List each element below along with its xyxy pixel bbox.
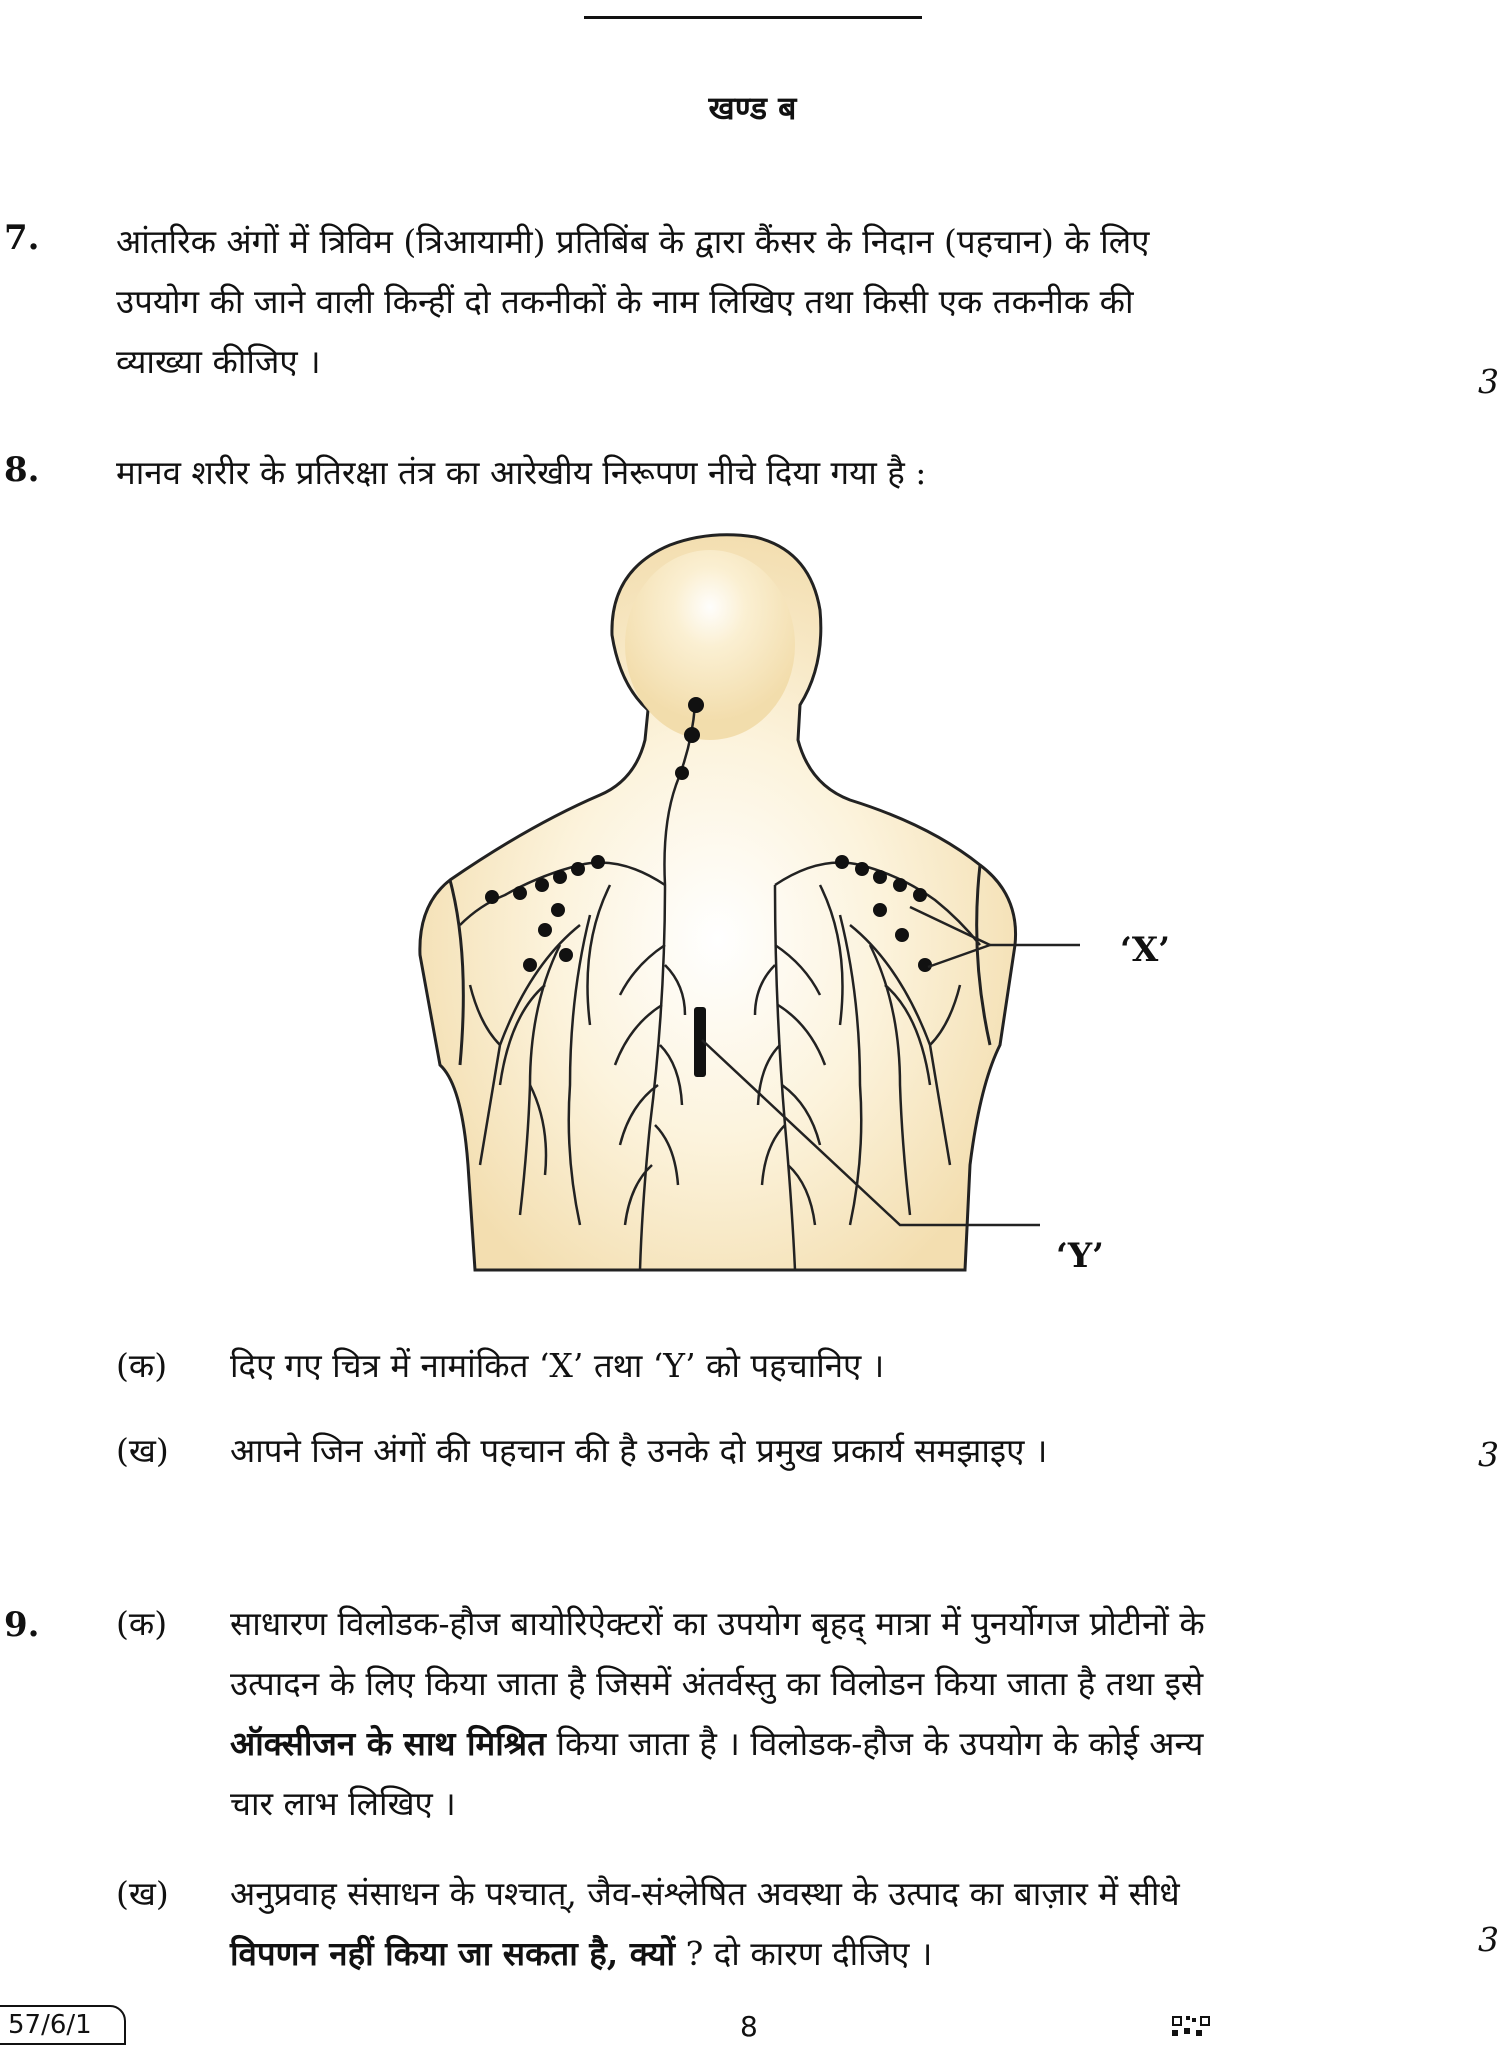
head-highlight <box>625 550 795 740</box>
top-rule <box>584 16 922 19</box>
question-9a-line-rest: किया जाता है । विलोडक-हौज के उपयोग के कोई अन्य <box>545 1724 1204 1763</box>
qr-code-icon <box>1172 2016 1212 2036</box>
question-8-number: 8. <box>4 450 40 490</box>
question-9b-emphasis: विपणन नहीं किया जा सकता है, क्यों <box>230 1934 676 1973</box>
question-9a-text <box>230 1594 1408 1834</box>
diagram-label-x: ‘X’ <box>1120 930 1171 970</box>
question-8a-label: (क) <box>116 1346 168 1385</box>
question-9-number: 9. <box>4 1605 40 1645</box>
question-8-intro: मानव शरीर के प्रतिरक्षा तंत्र का आरेखीय निरूपण नीचे दिया गया है : <box>116 453 927 492</box>
lymphatic-system-diagram <box>380 525 1200 1285</box>
question-9a-label: (क) <box>116 1604 168 1643</box>
section-title: खण्ड ब <box>708 89 797 127</box>
question-9a-line: उत्पादन के लिए किया जाता है जिसमें अंतर्वस्तु का विलोडन किया जाता है तथा इसे <box>230 1664 1204 1703</box>
question-9b-line <box>230 1924 1408 1984</box>
question-7-line: व्याख्या कीजिए । <box>116 342 321 381</box>
page-number: 8 <box>740 2010 758 2043</box>
question-7-line: उपयोग की जाने वाली किन्हीं दो तकनीकों के नाम लिखिए तथा किसी एक तकनीक की <box>116 282 1134 321</box>
question-9-marks: 3 <box>1478 1920 1499 1959</box>
question-8b-text: आपने जिन अंगों की पहचान की है उनके दो प्रमुख प्रकार्य समझाइए । <box>230 1431 1048 1470</box>
question-9a-emphasis: ऑक्सीजन के साथ मिश्रित <box>230 1724 546 1763</box>
question-8a-text: दिए गए चित्र में नामांकित ‘X’ तथा ‘Y’ को पहचानिए । <box>230 1346 885 1385</box>
question-9b-text <box>230 1864 1408 1984</box>
question-8-marks: 3 <box>1478 1435 1499 1474</box>
question-9b-line: अनुप्रवाह संसाधन के पश्चात्, जैव-संश्लेषित अवस्था के उत्पाद का बाज़ार में सीधे <box>230 1874 1180 1913</box>
question-7-line: आंतरिक अंगों में त्रिविम (त्रिआयामी) प्रतिबिंब के द्वारा कैंसर के निदान (पहचान) के लिए <box>116 222 1150 261</box>
diagram-label-y: ‘Y’ <box>1056 1236 1104 1276</box>
question-9a-line: साधारण विलोडक-हौज बायोरिऐक्टरों का उपयोग बृहद् मात्रा में पुनर्योगज प्रोटीनों के <box>230 1604 1205 1643</box>
paper-code: 57/6/1 <box>0 2005 126 2045</box>
question-9b-label: (ख) <box>116 1874 169 1913</box>
question-9a-line: चार लाभ लिखिए । <box>230 1784 456 1823</box>
question-8b-label: (ख) <box>116 1431 169 1470</box>
question-9b-line-rest: ? दो कारण दीजिए । <box>675 1934 933 1973</box>
question-9a-line <box>230 1714 1408 1774</box>
question-7-marks: 3 <box>1478 362 1499 401</box>
question-7-text <box>116 212 1408 392</box>
question-7-number: 7. <box>4 218 40 258</box>
